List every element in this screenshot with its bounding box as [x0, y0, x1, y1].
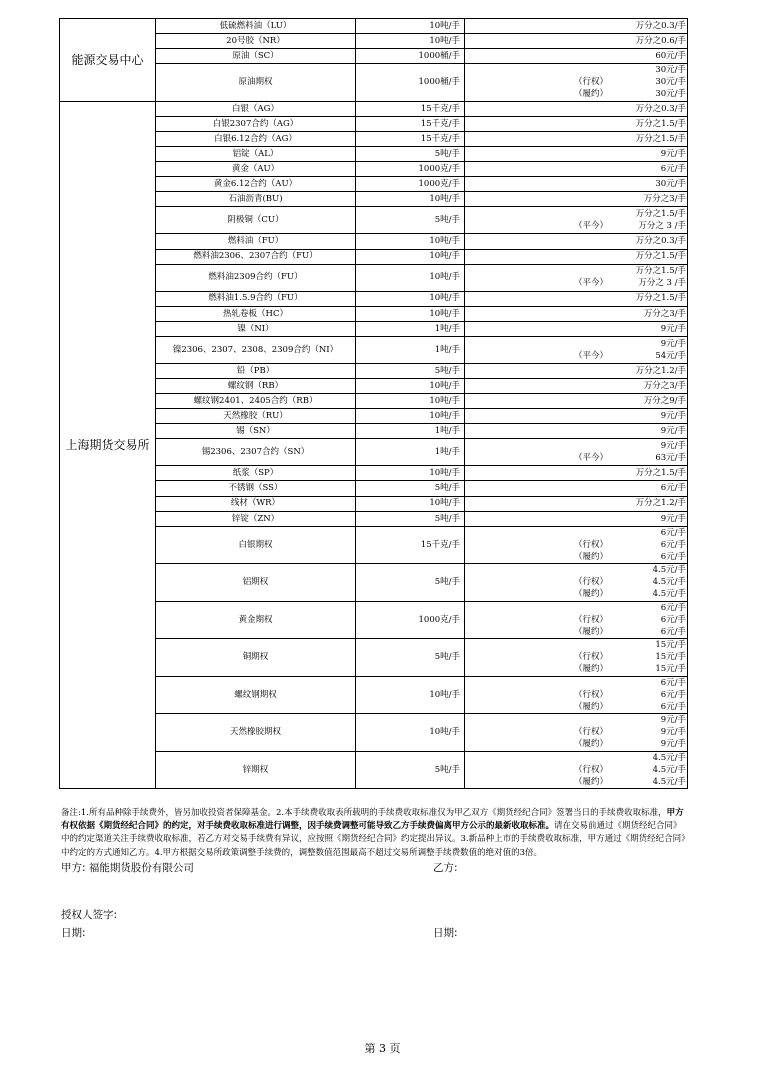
trading-unit: 1吨/手 [356, 336, 465, 363]
product-name: 镍2306、2307、2308、2309合约（NI） [156, 336, 356, 363]
party-b-label: 乙方: [433, 862, 458, 874]
product-name: 镍（NI） [156, 321, 356, 336]
fee-amount: 6元/手 [660, 677, 686, 688]
trading-unit: 1000桶/手 [356, 49, 465, 64]
fee-line [467, 350, 687, 362]
trading-unit: 15千克/手 [356, 101, 465, 116]
fee-cell [465, 49, 688, 64]
product-name: 螺纹钢2401、2405合约（RB） [156, 394, 356, 409]
trading-unit: 10吨/手 [356, 714, 465, 752]
fee-amount: 15元/手 [655, 664, 686, 675]
trading-unit: 10吨/手 [356, 394, 465, 409]
fee-amount: 6元/手 [660, 539, 686, 550]
fee-cell [465, 264, 688, 291]
table-row [60, 101, 688, 116]
fee-amount: 万分之1.5/手 [635, 266, 686, 277]
trading-unit: 10吨/手 [356, 466, 465, 481]
fee-qualifier: （行权） [574, 77, 609, 88]
product-name: 白银6.12合约（AG） [156, 131, 356, 146]
fee-line [467, 589, 687, 601]
fee-line [467, 764, 687, 776]
fee-amount: 万分之1.5/手 [635, 468, 686, 479]
fee-cell [465, 379, 688, 394]
fee-amount: 30元/手 [655, 65, 686, 76]
fee-amount: 万分之1.5/手 [635, 293, 686, 304]
fee-cell [465, 564, 688, 602]
fee-cell [465, 363, 688, 378]
fee-amount: 万分之3/手 [643, 194, 686, 205]
trading-unit: 10吨/手 [356, 496, 465, 511]
product-name: 螺纹钢期权 [156, 676, 356, 714]
product-name: 铅（PB） [156, 363, 356, 378]
fee-amount: 万分之1.5/手 [635, 209, 686, 220]
product-name: 螺纹钢（RB） [156, 379, 356, 394]
fee-amount: 54元/手 [655, 350, 686, 361]
product-name: 燃料油（FU） [156, 234, 356, 249]
fee-cell [465, 249, 688, 264]
product-name: 锌期权 [156, 751, 356, 789]
fee-line [467, 35, 687, 47]
fee-qualifier: （行权） [574, 539, 609, 550]
fee-amount: 4.5元/手 [652, 752, 686, 763]
fee-line [467, 293, 687, 305]
fee-amount: 30元/手 [655, 89, 686, 100]
fee-qualifier: （履约） [574, 739, 609, 750]
product-name: 20号胶（NR） [156, 34, 356, 49]
product-name: 天然橡胶期权 [156, 714, 356, 752]
fee-amount: 6元/手 [660, 614, 686, 625]
product-name: 铜期权 [156, 639, 356, 677]
fee-line [467, 50, 687, 62]
fee-amount: 9元/手 [660, 323, 686, 334]
fee-cell [465, 207, 688, 234]
exchange-name: 上海期货交易所 [60, 101, 156, 788]
fee-qualifier: （行权） [574, 614, 609, 625]
fee-amount: 9元/手 [660, 739, 686, 750]
fee-amount: 万分之9/手 [643, 395, 686, 406]
fee-cell [465, 234, 688, 249]
fee-line [467, 395, 687, 407]
fee-line [467, 278, 687, 290]
product-name: 热轧卷板（HC） [156, 306, 356, 321]
trading-unit: 10吨/手 [356, 306, 465, 321]
trading-unit: 10吨/手 [356, 19, 465, 34]
fee-amount: 4.5元/手 [652, 565, 686, 576]
fee-line [467, 513, 687, 525]
trading-unit: 10吨/手 [356, 249, 465, 264]
fee-amount: 万分之1.5/手 [635, 133, 686, 144]
fee-amount: 万分之3/手 [643, 380, 686, 391]
fee-amount: 万分之 3 /手 [638, 278, 686, 289]
trading-unit: 5吨/手 [356, 363, 465, 378]
fee-amount: 9元/手 [660, 148, 686, 159]
fee-amount: 万分之1.2/手 [635, 365, 686, 376]
party-b-date-label: 日期: [433, 927, 458, 939]
fee-line [467, 727, 687, 739]
fee-line [467, 527, 687, 539]
fee-cell [465, 34, 688, 49]
fee-amount: 9元/手 [660, 338, 686, 349]
fee-cell [465, 601, 688, 639]
remarks-note [61, 807, 689, 860]
fee-cell [465, 192, 688, 207]
fee-cell [465, 306, 688, 321]
fee-line [467, 752, 687, 764]
fee-line [467, 739, 687, 751]
product-name: 铝期权 [156, 564, 356, 602]
fee-qualifier: （履约） [574, 701, 609, 712]
fee-amount: 6元/手 [660, 626, 686, 637]
fee-cell [465, 336, 688, 363]
fee-amount: 万分之1.5/手 [635, 251, 686, 262]
fee-amount: 4.5元/手 [652, 776, 686, 787]
product-name: 石油沥青(BU) [156, 192, 356, 207]
trading-unit: 15千克/手 [356, 116, 465, 131]
trading-unit: 5吨/手 [356, 481, 465, 496]
fee-amount: 9元/手 [660, 426, 686, 437]
trading-unit: 15千克/手 [356, 131, 465, 146]
trading-unit: 10吨/手 [356, 192, 465, 207]
fee-qualifier: （履约） [574, 89, 609, 100]
fee-line [467, 89, 687, 101]
trading-unit: 10吨/手 [356, 234, 465, 249]
fee-line [467, 498, 687, 510]
fee-amount: 15元/手 [655, 652, 686, 663]
product-name: 白银（AG） [156, 101, 356, 116]
fee-cell [465, 481, 688, 496]
fee-line [467, 338, 687, 350]
fee-line [467, 178, 687, 190]
trading-unit: 10吨/手 [356, 264, 465, 291]
trading-unit: 1000克/手 [356, 601, 465, 639]
trading-unit: 5吨/手 [356, 207, 465, 234]
product-name: 纸浆（SP） [156, 466, 356, 481]
fee-cell [465, 526, 688, 564]
fee-amount: 万分之0.3/手 [635, 103, 686, 114]
fee-line [467, 776, 687, 788]
fee-line [467, 539, 687, 551]
fee-qualifier: （行权） [574, 689, 609, 700]
fee-amount: 6元/手 [660, 689, 686, 700]
fee-line [467, 380, 687, 392]
fee-qualifier: （行权） [574, 764, 609, 775]
trading-unit: 1吨/手 [356, 424, 465, 439]
fee-line [467, 483, 687, 495]
fee-amount: 6元/手 [660, 527, 686, 538]
trading-unit: 1吨/手 [356, 439, 465, 466]
fee-cell [465, 409, 688, 424]
remarks-text-continued: 请在交易前通过《期货经纪合同》中的约定渠道关注手续费收取标准，若乙方对交易手续费有异议，应按照《期货经纪合同》约定提出异议。3.新品种上市的手续费收取标准，甲方通过《期货经纪合同》中约定的方式通知乙方。4.甲方根据交易所政策调整手续费的，调整数值范围最高不超过交易所调整手续费数值的绝对值的3倍。 [61, 821, 686, 858]
fee-qualifier: （行权） [574, 727, 609, 738]
product-name: 白银期权 [156, 526, 356, 564]
fee-qualifier: （平今） [574, 221, 609, 232]
fee-amount: 万分之 3 /手 [638, 221, 686, 232]
fee-line [467, 20, 687, 32]
trading-unit: 10吨/手 [356, 409, 465, 424]
product-name: 燃料油2306、2307合约（FU） [156, 249, 356, 264]
fee-line [467, 208, 687, 220]
fee-line [467, 425, 687, 437]
product-name: 燃料油2309合约（FU） [156, 264, 356, 291]
product-name: 阴极铜（CU） [156, 207, 356, 234]
fee-line [467, 614, 687, 626]
product-name: 铝锭（AL） [156, 147, 356, 162]
fee-cell [465, 466, 688, 481]
fee-qualifier: （行权） [574, 577, 609, 588]
fee-amount: 30元/手 [655, 77, 686, 88]
fee-amount: 9元/手 [660, 411, 686, 422]
fee-amount: 4.5元/手 [652, 589, 686, 600]
fee-line [467, 565, 687, 577]
fee-amount: 6元/手 [660, 551, 686, 562]
fee-line [467, 452, 687, 464]
fee-amount: 63元/手 [655, 453, 686, 464]
fee-cell [465, 64, 688, 102]
trading-unit: 10吨/手 [356, 34, 465, 49]
trading-unit: 5吨/手 [356, 639, 465, 677]
fee-cell [465, 291, 688, 306]
fee-qualifier: （履约） [574, 664, 609, 675]
exchange-name: 能源交易中心 [60, 19, 156, 102]
fee-qualifier: （履约） [574, 626, 609, 637]
fee-cell [465, 162, 688, 177]
fee-line [467, 701, 687, 713]
fee-cell [465, 714, 688, 752]
fee-cell [465, 116, 688, 131]
fee-cell [465, 131, 688, 146]
fee-line [467, 308, 687, 320]
product-name: 线材（WR） [156, 496, 356, 511]
fee-cell [465, 177, 688, 192]
fee-cell [465, 424, 688, 439]
authorized-signer-label: 授权人签字: [61, 909, 118, 921]
product-name: 低硫燃料油（LU） [156, 19, 356, 34]
fee-cell [465, 19, 688, 34]
trading-unit: 1000桶/手 [356, 64, 465, 102]
trading-unit: 5吨/手 [356, 564, 465, 602]
fee-line [467, 689, 687, 701]
trading-unit: 5吨/手 [356, 147, 465, 162]
trading-unit: 10吨/手 [356, 291, 465, 306]
remarks-text: 备注:1.所有品种除手续费外，皆另加收投资者保障基金。2.本手续费收取表所载明的手续费收取标准仅为甲乙双方《期货经纪合同》签署当日的手续费收取标准， [61, 808, 667, 818]
fee-amount: 6元/手 [660, 483, 686, 494]
fee-amount: 万分之1.2/手 [635, 498, 686, 509]
product-name: 黄金（AU） [156, 162, 356, 177]
fee-cell [465, 101, 688, 116]
product-name: 锡（SN） [156, 424, 356, 439]
product-name: 锌锭（ZN） [156, 511, 356, 526]
fee-line [467, 467, 687, 479]
fee-amount: 9元/手 [660, 513, 686, 524]
page-number: 第 3 页 [364, 1042, 401, 1055]
fee-line [467, 677, 687, 689]
trading-unit: 5吨/手 [356, 751, 465, 789]
fee-line [467, 410, 687, 422]
fee-line [467, 65, 687, 77]
fee-line [467, 266, 687, 278]
fee-amount: 万分之3/手 [643, 308, 686, 319]
fee-cell [465, 496, 688, 511]
fee-amount: 6元/手 [660, 701, 686, 712]
fee-line [467, 577, 687, 589]
fee-line [467, 551, 687, 563]
fee-amount: 万分之1.5/手 [635, 118, 686, 129]
product-name: 不锈钢（SS） [156, 481, 356, 496]
trading-unit: 15千克/手 [356, 526, 465, 564]
fee-line [467, 664, 687, 676]
fee-qualifier: （履约） [574, 776, 609, 787]
party-a-date-label: 日期: [61, 927, 86, 939]
fee-line [467, 640, 687, 652]
fee-amount: 万分之0.6/手 [635, 35, 686, 46]
party-a-name: 甲方: 福能期货股份有限公司 [61, 862, 194, 874]
fee-line [467, 323, 687, 335]
fee-line [467, 440, 687, 452]
fee-line [467, 235, 687, 247]
fee-line [467, 193, 687, 205]
product-name: 天然橡胶（RU） [156, 409, 356, 424]
fee-line [467, 103, 687, 115]
remarks-bold-text: 甲方有权依据《期货经纪合同》的约定，对手续费收取标准进行调整，因手续费调整可能导致乙方手续费偏离甲方公示的最新收取标准。 [61, 808, 684, 832]
fee-amount: 30元/手 [655, 179, 686, 190]
fee-qualifier: （行权） [574, 652, 609, 663]
fee-line [467, 163, 687, 175]
fee-line [467, 602, 687, 614]
fee-cell [465, 751, 688, 789]
fee-cell [465, 676, 688, 714]
trading-unit: 1000克/手 [356, 162, 465, 177]
fee-cell [465, 511, 688, 526]
fee-qualifier: （履约） [574, 589, 609, 600]
trading-unit: 10吨/手 [356, 676, 465, 714]
fee-amount: 6元/手 [660, 602, 686, 613]
fee-amount: 4.5元/手 [652, 577, 686, 588]
fee-line [467, 220, 687, 232]
product-name: 锡2306、2307合约（SN） [156, 439, 356, 466]
fee-amount: 万分之0.3/手 [635, 236, 686, 247]
fee-amount: 60元/手 [655, 51, 686, 62]
fee-line [467, 148, 687, 160]
fee-line [467, 251, 687, 263]
fee-line [467, 77, 687, 89]
fee-qualifier: （平今） [574, 350, 609, 361]
trading-unit: 5吨/手 [356, 511, 465, 526]
fee-qualifier: （平今） [574, 453, 609, 464]
product-name: 燃料油1.5.9合约（FU） [156, 291, 356, 306]
table-row [60, 19, 688, 34]
fee-cell [465, 394, 688, 409]
trading-unit: 10吨/手 [356, 379, 465, 394]
fee-line [467, 118, 687, 130]
fee-line [467, 133, 687, 145]
fee-amount: 6元/手 [660, 164, 686, 174]
fee-amount: 9元/手 [660, 441, 686, 452]
product-name: 原油期权 [156, 64, 356, 102]
fee-amount: 9元/手 [660, 715, 686, 726]
fee-cell [465, 439, 688, 466]
product-name: 原油（SC） [156, 49, 356, 64]
fee-cell [465, 321, 688, 336]
fee-line [467, 715, 687, 727]
trading-unit: 1吨/手 [356, 321, 465, 336]
fee-amount: 万分之0.3/手 [635, 20, 686, 31]
product-name: 白银2307合约（AG） [156, 116, 356, 131]
fee-amount: 4.5元/手 [652, 764, 686, 775]
fee-amount: 15元/手 [655, 640, 686, 651]
product-name: 黄金期权 [156, 601, 356, 639]
fee-cell [465, 147, 688, 162]
fee-amount: 9元/手 [660, 727, 686, 738]
trading-unit: 1000克/手 [356, 177, 465, 192]
fee-cell [465, 639, 688, 677]
fee-line [467, 626, 687, 638]
product-name: 黄金6.12合约（AU） [156, 177, 356, 192]
fee-schedule-table [59, 18, 688, 789]
fee-line [467, 652, 687, 664]
fee-qualifier: （平今） [574, 278, 609, 289]
fee-qualifier: （履约） [574, 551, 609, 562]
fee-line [467, 365, 687, 377]
